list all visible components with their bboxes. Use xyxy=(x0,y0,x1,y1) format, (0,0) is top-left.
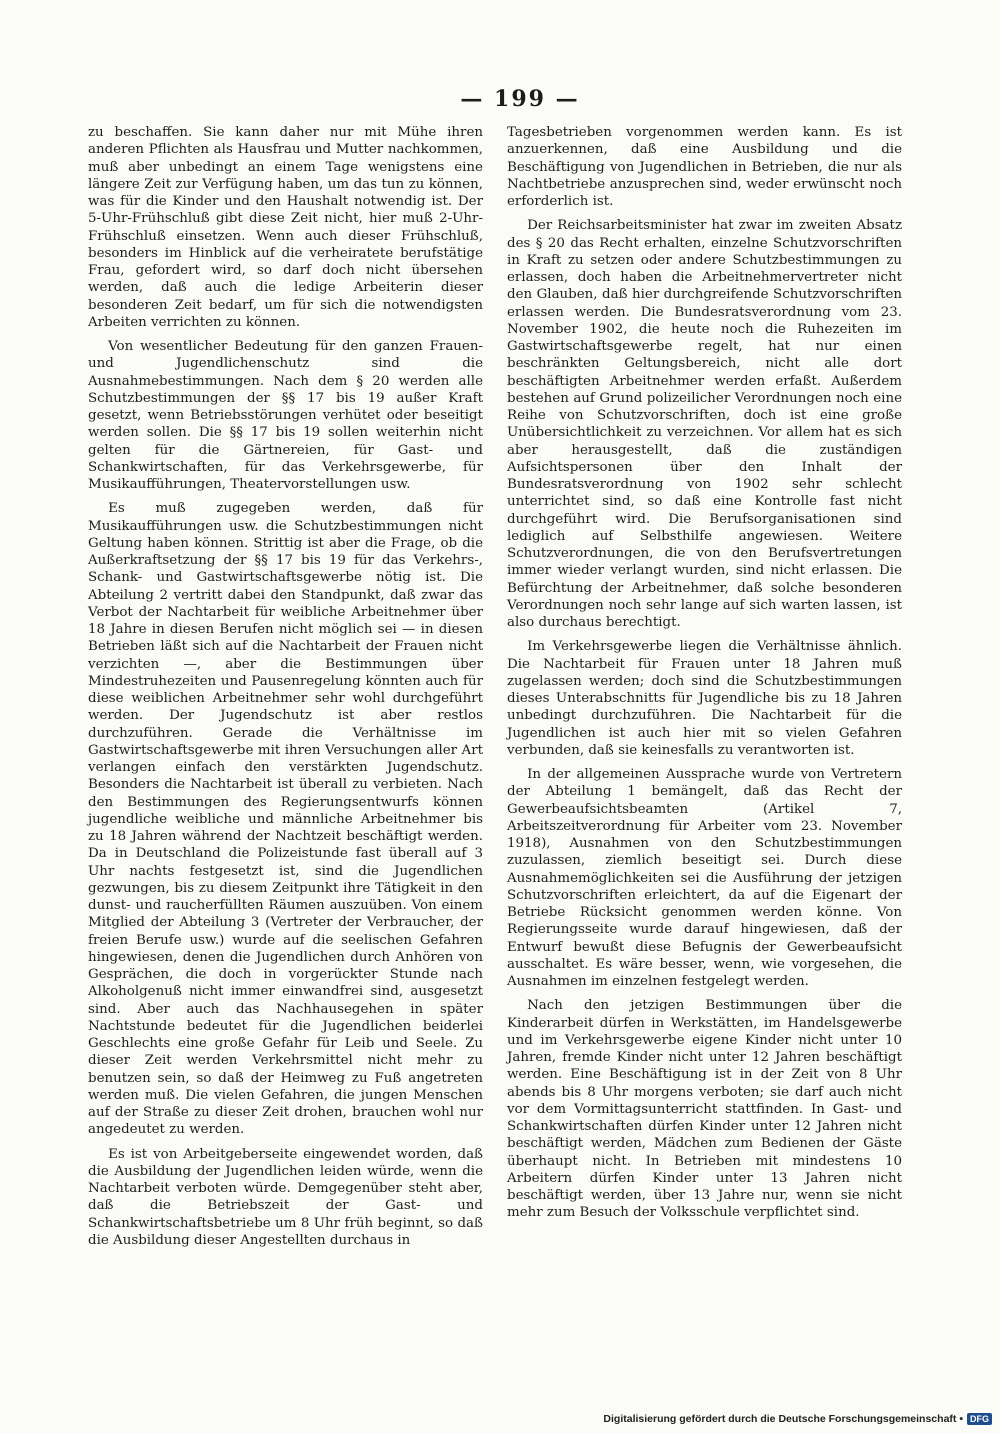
footer-text: Digitalisierung gefördert durch die Deutsche Forschungsgemeinschaft • xyxy=(603,1413,963,1425)
paragraph: Der Reichsarbeitsminister hat zwar im zweiten Absatz des § 20 das Recht erhalten, einzelne Schutzvorschriften in Kraft zu setzen oder andere Schutzbestimmungen zu erlassen, doch haben die Arbeitnehmervertreter nicht den Glauben, daß hier durchgreifende Schutzvorschriften erlassen werden. Die Bundesratsverordnung vom 23. November 1902, die heute noch die Ruhezeiten im Gastwirtschaftsgewerbe regelt, hat nur einen beschränkten Geltungsbereich, nicht alle dort beschäftigten Arbeitnehmer werden erfaßt. Außerdem bestehen auf Grund polizeilicher Verordnungen noch eine Reihe von Schutzvorschriften, doch ist eine große Unübersichtlichkeit zu verzeichnen. Vor allem hat es sich aber herausgestellt, daß die zuständigen Aufsichtspersonen über den Inhalt der Bundesratsverordnung von 1902 sehr schlecht unterrichtet sind, so daß eine Kontrolle fast nicht durchgeführt wird. Die Berufsorganisationen sind lediglich auf Selbsthilfe angewiesen. Weitere Schutzverordnungen, die von den Berufsvertretungen immer wieder verlangt wurden, sind nicht erlassen. Die Befürchtung der Arbeitnehmer, daß solche besonderen Verordnungen noch sehr lange auf sich warten lassen, ist also durchaus berechtigt. xyxy=(507,218,902,630)
paragraph: Tagesbetrieben vorgenommen werden kann. Es ist anzuerkennen, daß eine Ausbildung und die Beschäftigung von Jugendlichen in Betrieben, die nur als Nachtbetriebe anzusprechen sind, weder erwünscht noch erforderlich ist. xyxy=(507,125,902,209)
paragraph: Nach den jetzigen Bestimmungen über die Kinderarbeit dürfen in Werkstätten, im Handelsgewerbe und im Verkehrsgewerbe eigene Kinder nicht unter 10 Jahren, fremde Kinder nicht unter 12 Jahren beschäftigt werden. Eine Beschäftigung ist in der Zeit von 8 Uhr abends bis 8 Uhr morgens verboten; sie darf auch nicht vor dem Vormittagsunterricht stattfinden. In Gast- und Schankwirtschaften dürfen Kinder unter 12 Jahren nicht beschäftigt werden, Mädchen zum Bedienen der Gäste überhaupt nicht. In Betrieben mit mindestens 10 Arbeitern dürfen Kinder unter 13 Jahren nicht beschäftigt werden, über 13 Jahre nur, wenn sie nicht mehr zum Besuch der Volksschule verpflichtet sind. xyxy=(507,998,902,1221)
right-column xyxy=(507,124,902,1229)
left-column xyxy=(88,124,483,1256)
dfg-logo: DFG xyxy=(967,1413,992,1425)
paragraph: Es ist von Arbeitgeberseite eingewendet worden, daß die Ausbildung der Jugendlichen leiden würde, wenn die Nachtarbeit verboten würde. Demgegenüber steht aber, daß die Betriebszeit der Gast- und Schankwirtschaftsbetriebe um 8 Uhr früh beginnt, so daß die Ausbildung dieser Angestellten durchaus in xyxy=(88,1146,483,1248)
paragraph: Von wesentlicher Bedeutung für den ganzen Frauen- und Jugendlichenschutz sind die Ausnahmebestimmungen. Nach dem § 20 werden alle Schutzbestimmungen der §§ 17 bis 19 außer Kraft gesetzt, wenn Betriebsstörungen verhütet oder beseitigt werden sollen. Die §§ 17 bis 19 sollen weiterhin nicht gelten für die Gärtnereien, für Gast- und Schankwirtschaften, für das Verkehrsgewerbe, für Musikaufführungen, Theatervorstellungen usw. xyxy=(88,339,483,492)
paragraph: zu beschaffen. Sie kann daher nur mit Mühe ihren anderen Pflichten als Hausfrau und Mutter nachkommen, muß aber unbedingt an einem Tage wenigstens eine längere Zeit zur Verfügung haben, um das tun zu können, was für die Kinder und den Haushalt notwendig ist. Der 5-Uhr-Frühschluß gibt diese Zeit nicht, hier muß 2-Uhr-Frühschluß einsetzen. Wenn auch dieser Frühschluß, besonders im Hinblick auf die verheiratete berufstätige Frau, gefordert wird, so darf doch nicht übersehen werden, daß auch die ledige Arbeiterin dieser besonderen Zeit bedarf, um für sich die notwendigsten Arbeiten verrichten zu können. xyxy=(88,125,483,330)
paragraph: Im Verkehrsgewerbe liegen die Verhältnisse ähnlich. Die Nachtarbeit für Frauen unter 18 Jahren muß zugelassen werden; doch sind die Schutzbestimmungen dieses Unterabschnitts für Jugendliche bis zu 18 Jahren unbedingt durchzuführen. Die Nachtarbeit für die Jugendlichen ist auch hier mit so vielen Gefahren verbunden, daß sie keinesfalls zu verantworten ist. xyxy=(507,639,902,758)
page-number: — 199 — xyxy=(460,86,580,112)
digitization-credit xyxy=(603,1413,992,1425)
paragraph: In der allgemeinen Aussprache wurde von Vertretern der Abteilung 1 bemängelt, daß das Recht der Gewerbeaufsichtsbeamten (Artikel 7, Arbeitszeitverordnung für Arbeiter vom 23. November 1918), Ausnahmen von den Schutzbestimmungen zuzulassen, ziemlich beseitigt sei. Durch diese Ausnahmemöglichkeiten sei die Ausführung der jetzigen Schutzvorschriften erleichtert, da auf die Eigenart der Betriebe Rücksicht genommen werden könne. Von Regierungsseite wurde darauf hingewiesen, daß der Entwurf bewußt diese Befugnis der Gewerbeaufsicht ausschaltet. Es wäre besser, wenn, wie vorgesehen, die Ausnahmen im einzelnen festgelegt werden. xyxy=(507,767,902,989)
paragraph: Es muß zugegeben werden, daß für Musikaufführungen usw. die Schutzbestimmungen nicht Geltung haben können. Strittig ist aber die Frage, ob die Außerkraftsetzung der §§ 17 bis 19 für das Verkehrs-, Schank- und Gastwirtschaftsgewerbe nötig ist. Die Abteilung 2 vertritt dabei den Standpunkt, daß zwar das Verbot der Nachtarbeit für weibliche Arbeitnehmer über 18 Jahre in diesen Berufen nicht möglich sei — in diesen Betrieben läßt sich auf die Nachtarbeit der Frauen nicht verzichten —, aber die Bestimmungen über Mindestruhezeiten und Pausenregelung könnten auch für diese weiblichen Arbeitnehmer sehr wohl durchgeführt werden. Der Jugendschutz ist aber restlos durchzuführen. Gerade die Verhältnisse im Gastwirtschaftsgewerbe mit ihren Versuchungen aller Art verlangen einfach den verstärkten Jugendschutz. Besonders die Nachtarbeit ist überall zu verbieten. Nach den Bestimmungen des Regierungsentwurfs können jugendliche weibliche und männliche Arbeitnehmer bis zu 18 Jahren während der Nachtzeit beschäftigt werden. Da in Deutschland die Polizeistunde fast überall auf 3 Uhr nachts festgesetzt ist, sind die Jugendlichen gezwungen, bis zu diesem Zeitpunkt ihre Tätigkeit in den dunst- und raucherfüllten Räumen auszuüben. Von einem Mitglied der Abteilung 3 (Vertreter der Verbraucher, der freien Berufe usw.) wurde auf die seelischen Gefahren hingewiesen, denen die Jugendlichen durch Anhören von Gesprächen, die doch in vorgerückter Stunde nach Alkoholgenuß nicht immer einwandfrei sind, ausgesetzt sind. Aber auch das Nachhausegehen in später Nachtstunde bedeutet für die Jugendlichen beiderlei Geschlechts eine große Gefahr für Leib und Seele. Zu dieser Zeit werden Verkehrsmittel nicht mehr zu benutzen sein, so daß der Heimweg zu Fuß angetreten werden muß. Die vielen Gefahren, die jungen Menschen auf der Straße zu dieser Zeit drohen, brauchen wohl nur angedeutet zu werden. xyxy=(88,501,483,1138)
